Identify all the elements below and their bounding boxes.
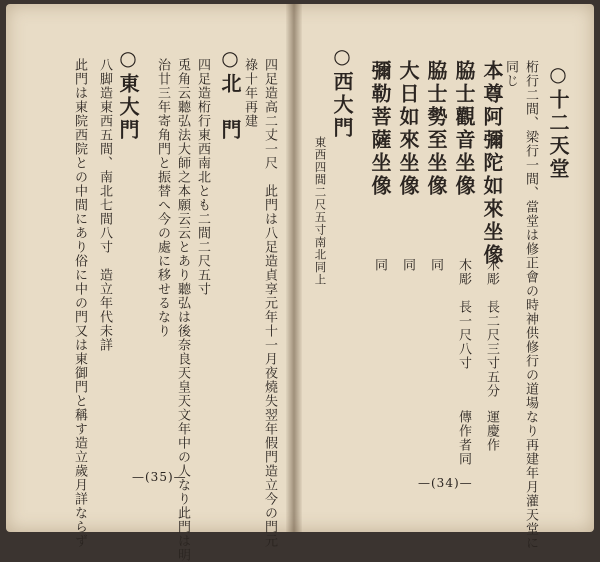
statue-credit-0: 運慶作 [484,410,499,452]
statue-credit-1: 傳作者同 [456,410,471,466]
statue-info-4: 同 [372,258,387,272]
page-number-35: —(35)— [132,470,187,484]
twelve-devas-description-line1: 桁行二間、梁行一間、當堂は修正會の時神供修行の道場なり再建年月灌天堂に [523,60,538,550]
statue-info-3: 同 [400,258,415,272]
previous-gate-line2: 祿十年再建 [242,58,257,128]
twelve-devas-description-line2: 同じ [503,60,518,88]
heading-west-gate: ○西大門 [330,44,354,140]
statue-name-3: 大日如來坐像 [396,60,420,198]
statue-name-4: 彌勒菩薩坐像 [368,60,392,198]
statue-name-0: 本尊阿彌陀如來坐像 [480,60,504,267]
book-gutter [286,4,302,532]
heading-twelve-devas-hall: ○十二天堂 [546,62,570,181]
north-gate-line3: 治廿三年寄角門と振替へ今の處に移せるなり [155,58,170,338]
statue-name-1: 脇士觀音坐像 [452,60,476,198]
previous-gate-line1: 四足造高二丈一尺 此門は八足造貞享元年十一月夜燒失翌年假門造立今の門元 [262,58,277,548]
east-gate-line1: 八脚造東西五間、南北七間八寸 造立年代未詳 [97,58,112,352]
heading-north-gate: ○北 門 [218,46,242,142]
east-gate-line2: 此門は東院西院との中間にあり俗に中の門又は東御門と稱す造立歲月詳ならず [72,58,87,548]
north-gate-line1: 四足造桁行東西南北とも二間二尺五寸 [195,58,210,296]
statue-info-0: 木彫 長二尺三寸五分 [484,258,499,398]
north-gate-line2: 兎角云聽弘法大師之本願云云とあり聽弘は後奈良天皇天文年中の人なり此門は明 [175,58,190,562]
statue-name-2: 脇士勢至坐像 [424,60,448,198]
statue-info-2: 同 [428,258,443,272]
heading-east-gate: ○東大門 [116,46,140,142]
page-number-34: —(34)— [418,476,473,490]
statue-info-1: 木彫 長一尺八寸 [456,258,471,370]
west-gate-description: 東西四間二尺五寸南北同上 [313,136,328,286]
